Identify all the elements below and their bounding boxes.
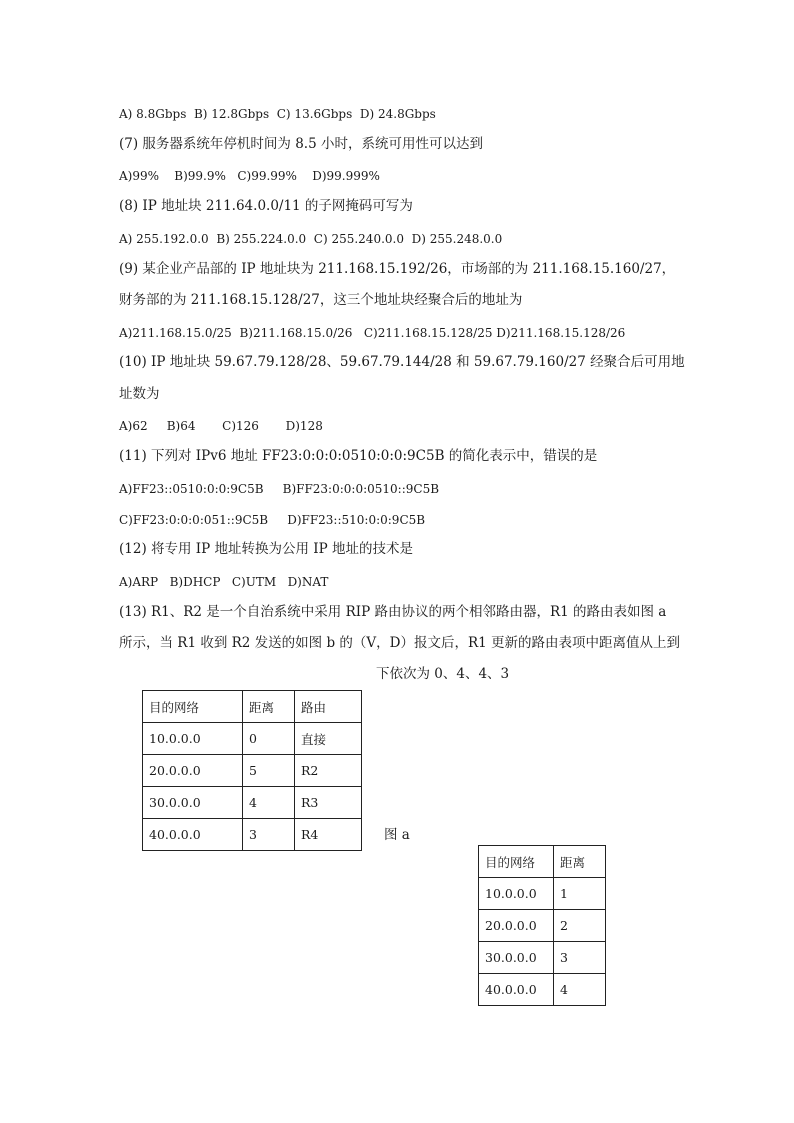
figure-a-caption: 图 a	[384, 827, 410, 843]
q13-text-line3: 下依次为 0、4、4、3	[376, 666, 510, 682]
table-cell: 30.0.0.0	[479, 942, 554, 974]
table-cell: 40.0.0.0	[143, 819, 243, 851]
table-cell: R2	[295, 755, 362, 787]
header-cell: 目的网络	[143, 691, 243, 723]
table-cell: 直接	[295, 723, 362, 755]
q13-text-line2: 所示，当 R1 收到 R2 发送的如图 b 的（V，D）报文后，R1 更新的路由表项中距离值从上到	[119, 635, 681, 651]
table-cell: 3	[243, 819, 295, 851]
table-cell: 5	[243, 755, 295, 787]
table-cell: R4	[295, 819, 362, 851]
header-cell: 距离	[243, 691, 295, 723]
table-cell: 0	[243, 723, 295, 755]
table-cell: 3	[554, 942, 606, 974]
table-cell: R3	[295, 787, 362, 819]
q9-text-line2: 财务部的为 211.168.15.128/27，这三个地址块经聚合后的地址为	[119, 292, 523, 308]
q9-text-line1: (9) 某企业产品部的 IP 地址块为 211.168.15.192/26，市场部的为 211.168.15.160/27，	[119, 261, 676, 277]
q7-text: (7) 服务器系统年停机时间为 8.5 小时，系统可用性可以达到	[119, 136, 483, 152]
table-header-row	[479, 846, 606, 878]
table-cell: 20.0.0.0	[479, 910, 554, 942]
table-header-row	[143, 691, 362, 723]
table-cell: 2	[554, 910, 606, 942]
q13-text-line1: (13) R1、R2 是一个自治系统中采用 RIP 路由协议的两个相邻路由器，R1 的路由表如图 a	[119, 604, 667, 620]
table-cell: 4	[554, 974, 606, 1006]
q11-text: (11) 下列对 IPv6 地址 FF23:0:0:0:0510:0:0:9C5B 的简化表示中，错误的是	[119, 448, 598, 464]
q11-options-line1: A)FF23::0510:0:0:9C5B B)FF23:0:0:0:0510::9C5B	[119, 482, 440, 496]
q12-options: A)ARP B)DHCP C)UTM D)NAT	[119, 575, 329, 589]
q11-options-line2: C)FF23:0:0:0:051::9C5B D)FF23::510:0:0:9C5B	[119, 513, 426, 527]
q7-options: A)99% B)99.9% C)99.99% D)99.999%	[119, 169, 380, 183]
table-cell: 10.0.0.0	[479, 878, 554, 910]
table-row	[479, 942, 606, 974]
q12-text: (12) 将专用 IP 地址转换为公用 IP 地址的技术是	[119, 541, 414, 557]
table-row	[143, 819, 362, 851]
table-row	[143, 723, 362, 755]
q6-options: A) 8.8Gbps B) 12.8Gbps C) 13.6Gbps D) 24.8Gbps	[119, 107, 436, 121]
table-cell: 40.0.0.0	[479, 974, 554, 1006]
table-cell: 10.0.0.0	[143, 723, 243, 755]
q8-text: (8) IP 地址块 211.64.0.0/11 的子网掩码可写为	[119, 198, 413, 214]
q10-options: A)62 B)64 C)126 D)128	[119, 419, 323, 433]
table-row	[479, 878, 606, 910]
q9-options: A)211.168.15.0/25 B)211.168.15.0/26 C)211.168.15.128/25 D)211.168.15.128/26	[119, 326, 626, 340]
routing-table-a	[142, 690, 362, 851]
table-cell: 20.0.0.0	[143, 755, 243, 787]
table-cell: 4	[243, 787, 295, 819]
table-row	[479, 974, 606, 1006]
table-row	[143, 787, 362, 819]
table-row	[479, 910, 606, 942]
header-cell: 距离	[554, 846, 606, 878]
routing-table-b	[478, 845, 606, 1006]
table-row	[143, 755, 362, 787]
header-cell: 路由	[295, 691, 362, 723]
q10-text-line1: (10) IP 地址块 59.67.79.128/28、59.67.79.144/28 和 59.67.79.160/27 经聚合后可用地	[119, 354, 685, 370]
table-cell: 1	[554, 878, 606, 910]
q10-text-line2: 址数为	[119, 386, 160, 402]
header-cell: 目的网络	[479, 846, 554, 878]
q8-options: A) 255.192.0.0 B) 255.224.0.0 C) 255.240.0.0 D) 255.248.0.0	[119, 232, 503, 246]
table-cell: 30.0.0.0	[143, 787, 243, 819]
